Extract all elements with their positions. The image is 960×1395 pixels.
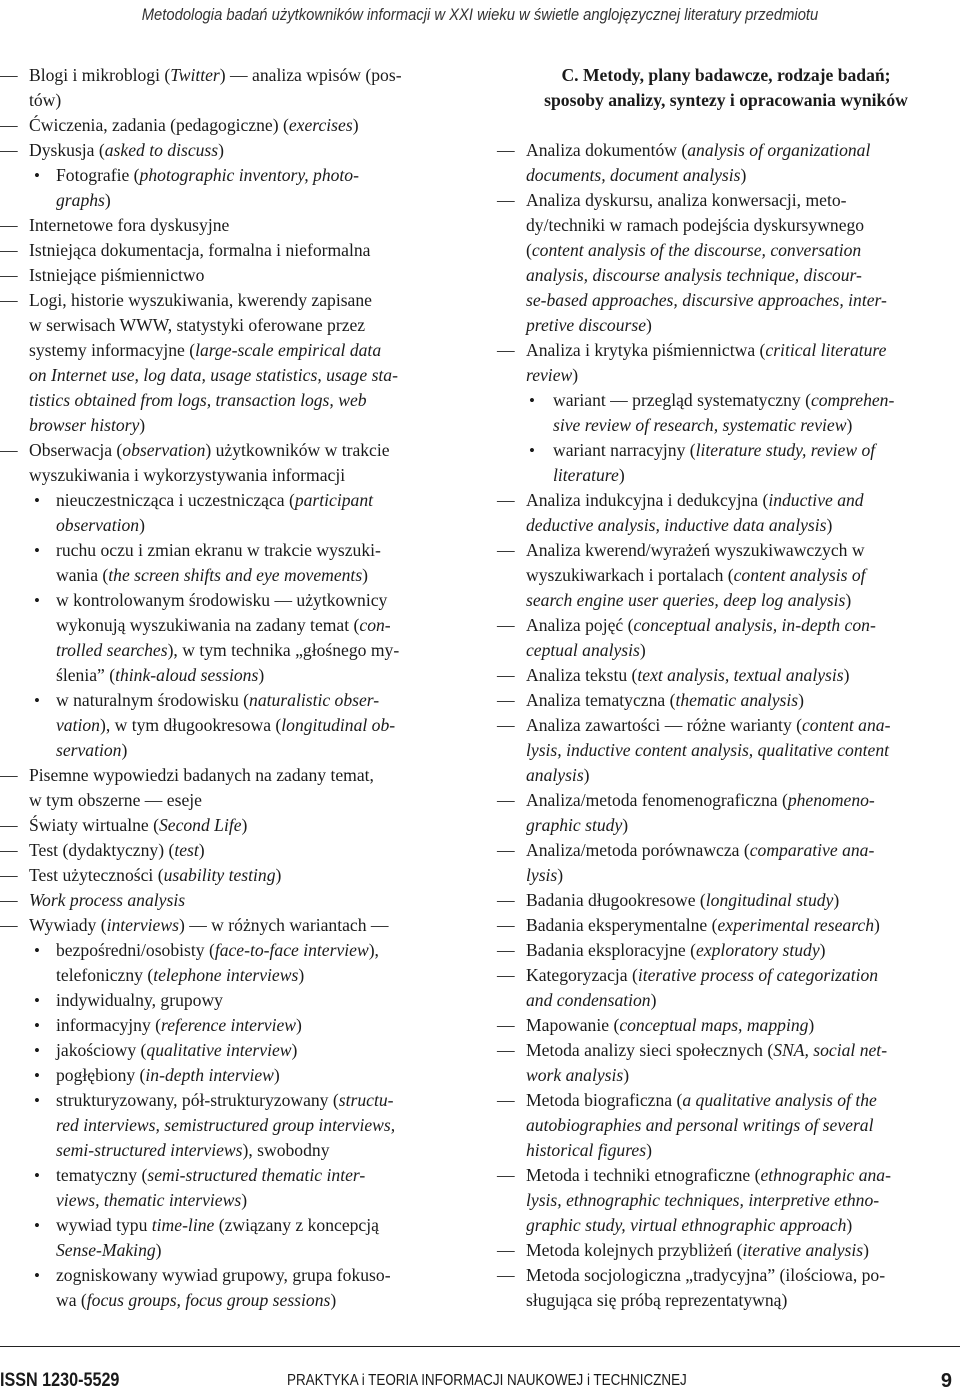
text-line: Badania eksploracyjne (exploratory study) [526, 940, 826, 960]
dash-marker [497, 538, 519, 563]
list-item [0, 288, 456, 438]
text-line: pogłębiony (in-depth interview) [56, 1065, 280, 1085]
bullet-marker [27, 163, 47, 188]
text-line: Analiza/metoda fenomenograficzna (phenomeno- [526, 790, 875, 810]
text-line: Metoda i techniki etnograficzne (ethnographic ana- [526, 1165, 891, 1185]
dash-marker [0, 113, 22, 138]
text-line: Metoda kolejnych przybliżeń (iterative analysis) [526, 1240, 869, 1260]
sub-list-item [0, 588, 456, 688]
list-item [497, 788, 955, 838]
dash-marker [497, 1013, 519, 1038]
dash-marker [0, 888, 22, 913]
dash-marker [497, 188, 519, 213]
text-line: Analiza i krytyka piśmiennictwa (critical literature [526, 340, 887, 360]
text-line: Analiza indukcyjna i dedukcyjna (inductive and [526, 490, 864, 510]
sub-list-item [0, 1013, 456, 1038]
list-item [0, 138, 456, 163]
sub-list-item [0, 988, 456, 1013]
text-line: indywidualny, grupowy [56, 990, 223, 1010]
text-line: analysis) [526, 765, 590, 785]
text-line: tistics obtained from logs, transaction logs, web [29, 390, 367, 410]
text-line: Internetowe fora dyskusyjne [29, 215, 230, 235]
text-line: historical figures) [526, 1140, 652, 1160]
bullet-marker [27, 1088, 47, 1113]
text-line: telefoniczny (telephone interviews) [56, 965, 305, 985]
dash-marker [497, 1088, 519, 1113]
bullet-marker [27, 1063, 47, 1088]
text-line: Ćwiczenia, zadania (pedagogiczne) (exercises) [29, 115, 359, 135]
text-line: tematyczny (semi-structured thematic inter- [56, 1165, 366, 1185]
running-head: Metodologia badań użytkowników informacji w XXI wieku w świetle anglojęzycznej literatury przedmiotu [141, 5, 819, 24]
text-line: semi-structured interviews), swobodny [56, 1140, 330, 1160]
dash-marker [497, 788, 519, 813]
text-line: Metoda biograficzna (a qualitative analysis of the [526, 1090, 877, 1110]
section-heading-line: C. Metody, plany badawcze, rodzaje badań; [561, 65, 891, 85]
text-line: Analiza tematyczna (thematic analysis) [526, 690, 804, 710]
text-line: wariant narracyjny (literature study, review of [553, 440, 876, 460]
text-line: wa (focus groups, focus group sessions) [56, 1290, 337, 1310]
text-line: vation), w tym długookresowa (longitudinal ob- [56, 715, 396, 735]
dash-marker [0, 63, 22, 88]
text-line: Światy wirtualne (Second Life) [29, 815, 248, 835]
list-item [0, 238, 456, 263]
text-line: sługująca się próbą reprezentatywną) [526, 1290, 788, 1310]
dash-marker [0, 863, 22, 888]
text-line: and condensation) [526, 990, 657, 1010]
sub-list-item [0, 538, 456, 588]
sub-list-item [0, 1263, 456, 1313]
text-line: jakościowy (qualitative interview) [56, 1040, 298, 1060]
text-line: informacyjny (reference interview) [56, 1015, 302, 1035]
list-item [497, 713, 955, 788]
text-line: literature) [553, 465, 625, 485]
list-item [0, 263, 456, 288]
dash-marker [497, 1263, 519, 1288]
list-item [497, 963, 955, 1013]
dash-marker [0, 438, 22, 463]
text-line: browser history) [29, 415, 146, 435]
text-line: ślenia” (think-aloud sessions) [56, 665, 265, 685]
text-line: Kategoryzacja (iterative process of categorization [526, 965, 879, 985]
list-item [0, 813, 456, 838]
text-line: wykonują wyszukiwania na zadany temat (con- [56, 615, 391, 635]
sub-list-item [0, 688, 456, 763]
text-line: graphs) [56, 190, 111, 210]
text-line: Analiza dokumentów (analysis of organizational [526, 140, 871, 160]
text-line: tów) [29, 90, 62, 110]
issn: ISSN 1230-5529 [0, 1370, 120, 1391]
list-item [497, 338, 955, 388]
dash-marker [497, 888, 519, 913]
sub-list-item [0, 163, 456, 213]
footer-rule [0, 1346, 960, 1347]
text-line: Istniejąca dokumentacja, formalna i nieformalna [29, 240, 371, 260]
list-item [0, 213, 456, 238]
text-line: wyszukiwarkach i portalach (content analysis of [526, 565, 866, 585]
dash-marker [0, 263, 22, 288]
dash-marker [497, 1163, 519, 1188]
text-line: documents, document analysis) [526, 165, 747, 185]
text-line: servation) [56, 740, 128, 760]
list-item [497, 138, 955, 188]
sub-list-item [0, 1038, 456, 1063]
text-line: Analiza tekstu (text analysis, textual analysis) [526, 665, 850, 685]
text-line: w serwisach WWW, statystyki oferowane przez [29, 315, 366, 335]
right-list [497, 138, 955, 1313]
sub-list-item [497, 388, 955, 438]
text-line: Badania eksperymentalne (experimental research) [526, 915, 880, 935]
list-item [497, 1238, 955, 1263]
bullet-marker [522, 438, 542, 463]
text-line: Blogi i mikroblogi (Twitter) — analiza wpisów (pos- [29, 65, 402, 85]
bullet-marker [27, 538, 47, 563]
text-line: Analiza zawartości — różne warianty (content ana- [526, 715, 891, 735]
bullet-marker [27, 1013, 47, 1038]
sub-list-item [0, 488, 456, 538]
text-line: w tym obszerne — eseje [29, 790, 202, 810]
dash-marker [497, 138, 519, 163]
text-line: se-based approaches, discursive approaches, inter- [526, 290, 887, 310]
dash-marker [497, 338, 519, 363]
dash-marker [0, 138, 22, 163]
bullet-marker [27, 1038, 47, 1063]
text-line: deductive analysis, inductive data analysis) [526, 515, 833, 535]
dash-marker [497, 688, 519, 713]
list-item [497, 1163, 955, 1238]
text-line: observation) [56, 515, 145, 535]
dash-marker [497, 838, 519, 863]
text-line: Analiza pojęć (conceptual analysis, in-depth con- [526, 615, 876, 635]
text-line: Analiza kwerend/wyrażeń wyszukiwawczych w [526, 540, 865, 560]
list-item [497, 1013, 955, 1038]
text-line: wania (the screen shifts and eye movements) [56, 565, 369, 585]
list-item [0, 838, 456, 863]
text-line: review) [526, 365, 579, 385]
text-line: Metoda socjologiczna „tradycyjna” (ilościowa, po- [526, 1265, 886, 1285]
text-line: lysis, inductive content analysis, qualitative content [526, 740, 890, 760]
text-line: w kontrolowanym środowisku — użytkownicy [56, 590, 388, 610]
text-line: trolled searches), w tym technika „głośnego my- [56, 640, 400, 660]
text-line: views, thematic interviews) [56, 1190, 248, 1210]
text-line: wywiad typu time-line (związany z koncepcją [56, 1215, 379, 1235]
dash-marker [0, 213, 22, 238]
text-line: systemy informacyjne (large-scale empirical data [29, 340, 382, 360]
dash-marker [497, 913, 519, 938]
text-line: bezpośredni/osobisty (face-to-face interview), [56, 940, 379, 960]
dash-marker [497, 663, 519, 688]
text-line: strukturyzowany, pół-strukturyzowany (structu- [56, 1090, 394, 1110]
list-item [497, 1263, 955, 1313]
right-column [497, 63, 955, 1313]
text-line: ruchu oczu i zmian ekranu w trakcie wyszuki- [56, 540, 381, 560]
text-line: Badania długookresowe (longitudinal study) [526, 890, 840, 910]
dash-marker [0, 813, 22, 838]
text-line: zogniskowany wywiad grupowy, grupa fokuso- [56, 1265, 391, 1285]
text-line: red interviews, semistructured group interviews, [56, 1115, 396, 1135]
dash-marker [0, 913, 22, 938]
dash-marker [0, 238, 22, 263]
text-line: dy/techniki w ramach podejścia dyskursywnego [526, 215, 865, 235]
text-line: nieuczestnicząca i uczestnicząca (participant [56, 490, 374, 510]
text-line: autobiographies and personal writings of several [526, 1115, 874, 1135]
left-column [0, 63, 456, 1313]
text-line: Obserwacja (observation) użytkowników w trakcie [29, 440, 390, 460]
text-line: Pisemne wypowiedzi badanych na zadany temat, [29, 765, 374, 785]
dash-marker [0, 763, 22, 788]
dash-marker [497, 488, 519, 513]
journal-title: PRAKTYKA i TEORIA INFORMACJI NAUKOWEJ i TECHNICZNEJ [287, 1372, 687, 1389]
sub-list-item [0, 938, 456, 988]
dash-marker [0, 288, 22, 313]
dash-marker [497, 1238, 519, 1263]
dash-marker [497, 713, 519, 738]
text-line: Istniejące piśmiennictwo [29, 265, 205, 285]
text-line: Sense-Making) [56, 1240, 162, 1260]
dash-marker [497, 938, 519, 963]
section-heading [497, 63, 955, 113]
text-line: on Internet use, log data, usage statistics, usage sta- [29, 365, 398, 385]
text-line: pretive discourse) [526, 315, 652, 335]
bullet-marker [27, 1163, 47, 1188]
bullet-marker [27, 1263, 47, 1288]
list-item [497, 538, 955, 613]
bullet-marker [27, 588, 47, 613]
page-number: 9 [940, 1370, 952, 1392]
sub-list-item [0, 1088, 456, 1163]
list-item [497, 688, 955, 713]
footer [0, 1370, 960, 1395]
text-line: wariant — przegląd systematyczny (comprehen- [553, 390, 895, 410]
text-line: graphic study) [526, 815, 629, 835]
text-line: Fotografie (photographic inventory, photo- [56, 165, 359, 185]
text-line: work analysis) [526, 1065, 630, 1085]
bullet-marker [27, 938, 47, 963]
text-line: ceptual analysis) [526, 640, 646, 660]
text-line: Wywiady (interviews) — w różnych wariantach — [29, 915, 389, 935]
text-line: (content analysis of the discourse, conversation [526, 240, 862, 260]
sub-list-item [0, 1163, 456, 1213]
text-line: Analiza dyskursu, analiza konwersacji, meto- [526, 190, 847, 210]
list-item [497, 913, 955, 938]
list-item [0, 888, 456, 913]
list-item [497, 838, 955, 888]
text-line: wyszukiwania i wykorzystywania informacji [29, 465, 346, 485]
list-item [497, 888, 955, 913]
list-item [497, 1088, 955, 1163]
dash-marker [0, 838, 22, 863]
text-line: Logi, historie wyszukiwania, kwerendy zapisane [29, 290, 372, 310]
text-line: analysis, discourse analysis technique, discour- [526, 265, 862, 285]
list-item [0, 863, 456, 888]
sub-list-item [497, 438, 955, 488]
dash-marker [497, 613, 519, 638]
text-line: sive review of research, systematic review) [553, 415, 853, 435]
text-line: Analiza/metoda porównawcza (comparative ana- [526, 840, 875, 860]
list-item [497, 1038, 955, 1088]
list-item [0, 63, 456, 113]
text-line: search engine user queries, deep log analysis) [526, 590, 852, 610]
list-item [497, 938, 955, 963]
list-item [497, 488, 955, 538]
sub-list-item [0, 1063, 456, 1088]
text-line: Dyskusja (asked to discuss) [29, 140, 224, 160]
dash-marker [497, 963, 519, 988]
text-line: Test (dydaktyczny) (test) [29, 840, 205, 860]
list-item [497, 663, 955, 688]
text-line: Mapowanie (conceptual maps, mapping) [526, 1015, 815, 1035]
section-heading-line: sposoby analizy, syntezy i opracowania wyników [544, 90, 908, 110]
dash-marker [497, 1038, 519, 1063]
list-item [0, 438, 456, 488]
text-line: w naturalnym środowisku (naturalistic obser- [56, 690, 380, 710]
text-line: Work process analysis [29, 890, 186, 910]
text-line: lysis) [526, 865, 564, 885]
text-line: graphic study, virtual ethnographic approach) [526, 1215, 853, 1235]
bullet-marker [27, 1213, 47, 1238]
text-line: Test użyteczności (usability testing) [29, 865, 282, 885]
list-item [0, 113, 456, 138]
bullet-marker [27, 988, 47, 1013]
list-item [497, 188, 955, 338]
sub-list-item [0, 1213, 456, 1263]
list-item [0, 913, 456, 938]
text-line: lysis, ethnographic techniques, interpretive ethno- [526, 1190, 880, 1210]
bullet-marker [27, 688, 47, 713]
list-item [0, 763, 456, 813]
text-line: Metoda analizy sieci społecznych (SNA, social net- [526, 1040, 888, 1060]
list-item [497, 613, 955, 663]
bullet-marker [27, 488, 47, 513]
bullet-marker [522, 388, 542, 413]
